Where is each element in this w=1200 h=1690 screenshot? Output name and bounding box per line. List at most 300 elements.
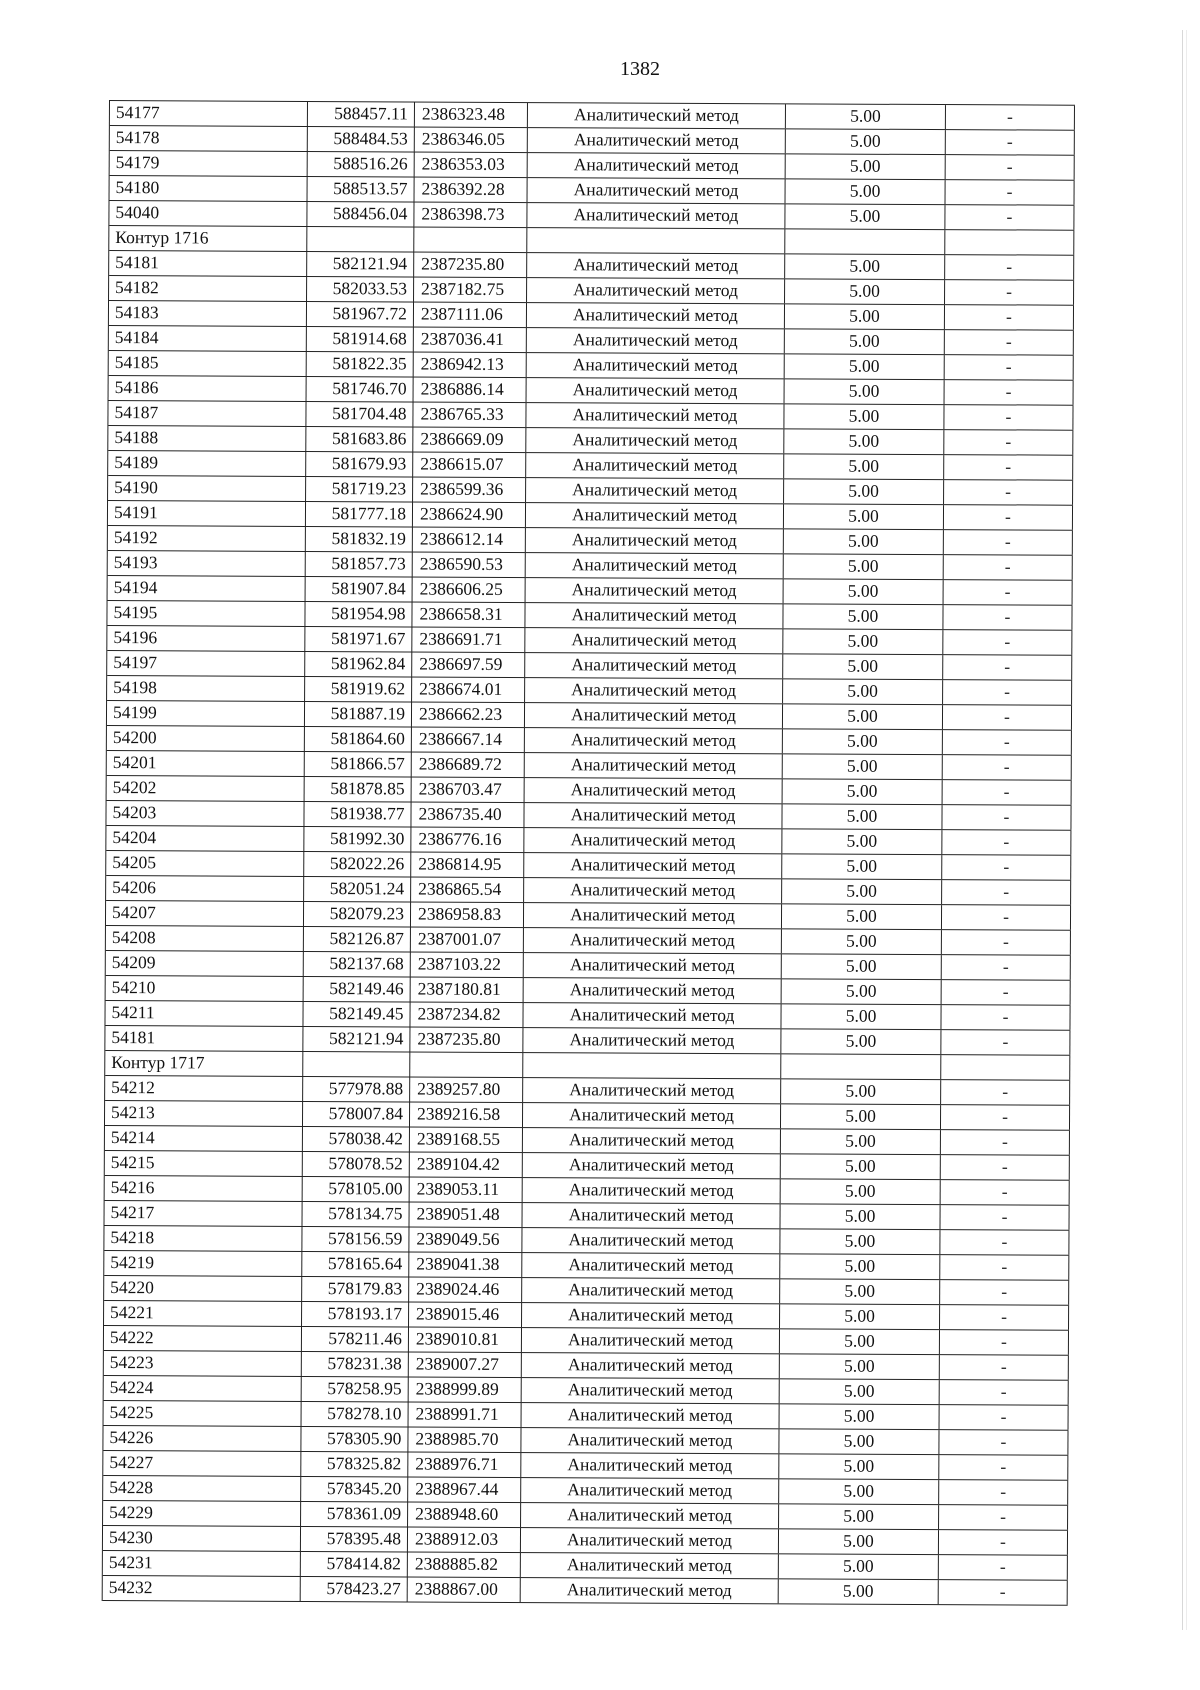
precision-cell: 5.00 <box>783 679 943 704</box>
point-id-cell: 54196 <box>107 626 305 651</box>
precision-cell: 5.00 <box>781 1029 941 1054</box>
note-cell: - <box>941 1180 1070 1205</box>
note-cell: - <box>942 980 1071 1005</box>
method-cell: Аналитический метод <box>528 103 786 128</box>
method-cell: Аналитический метод <box>526 403 784 428</box>
precision-cell: 5.00 <box>785 204 945 229</box>
y-coordinate-cell <box>410 1052 523 1077</box>
x-coordinate-cell: 581746.70 <box>307 377 414 402</box>
precision-cell: 5.00 <box>785 354 945 379</box>
point-id-cell: 54187 <box>108 401 306 426</box>
precision-cell: 5.00 <box>783 654 943 679</box>
method-cell: Аналитический метод <box>524 928 782 953</box>
point-id-cell: 54219 <box>104 1251 302 1276</box>
y-coordinate-cell: 2389041.38 <box>409 1252 522 1277</box>
method-cell: Аналитический метод <box>525 678 783 703</box>
x-coordinate-cell: 582121.94 <box>307 252 414 277</box>
x-coordinate-cell: 581777.18 <box>306 502 413 527</box>
precision-cell: 5.00 <box>782 829 942 854</box>
precision-cell: 5.00 <box>783 729 943 754</box>
y-coordinate-cell: 2389168.55 <box>410 1127 523 1152</box>
precision-cell: 5.00 <box>784 504 944 529</box>
point-id-cell: 54183 <box>109 301 307 326</box>
point-id-cell: Контур 1717 <box>105 1051 303 1076</box>
point-id-cell: 54215 <box>105 1151 303 1176</box>
y-coordinate-cell: 2386392.28 <box>415 177 528 202</box>
method-cell: Аналитический метод <box>521 1478 779 1503</box>
note-cell: - <box>940 1380 1069 1405</box>
point-id-cell: 54228 <box>103 1476 301 1501</box>
y-coordinate-cell: 2386697.59 <box>412 652 525 677</box>
point-id-cell: 54218 <box>104 1226 302 1251</box>
point-id-cell: 54214 <box>105 1126 303 1151</box>
method-cell: Аналитический метод <box>521 1528 779 1553</box>
method-cell: Аналитический метод <box>527 353 785 378</box>
precision-cell: 5.00 <box>782 904 942 929</box>
method-cell: Аналитический метод <box>525 728 783 753</box>
method-cell: Аналитический метод <box>526 553 784 578</box>
y-coordinate-cell: 2386735.40 <box>411 802 524 827</box>
note-cell: - <box>943 780 1072 805</box>
y-coordinate-cell: 2389216.58 <box>410 1102 523 1127</box>
x-coordinate-cell: 588484.53 <box>308 127 415 152</box>
y-coordinate-cell: 2389010.81 <box>409 1327 522 1352</box>
point-id-cell: 54227 <box>103 1451 301 1476</box>
precision-cell: 5.00 <box>784 529 944 554</box>
x-coordinate-cell: 578278.10 <box>302 1402 409 1427</box>
point-id-cell: 54185 <box>109 351 307 376</box>
x-coordinate-cell: 588516.26 <box>308 152 415 177</box>
y-coordinate-cell: 2387001.07 <box>411 927 524 952</box>
method-cell: Аналитический метод <box>526 453 784 478</box>
note-cell <box>941 1055 1070 1080</box>
precision-cell: 5.00 <box>781 1104 941 1129</box>
y-coordinate-cell: 2386346.05 <box>415 127 528 152</box>
precision-cell: 5.00 <box>783 629 943 654</box>
x-coordinate-cell: 578423.27 <box>301 1577 408 1602</box>
note-cell: - <box>941 1005 1070 1030</box>
note-cell: - <box>939 1430 1068 1455</box>
point-id-cell: 54188 <box>108 426 306 451</box>
y-coordinate-cell: 2389015.46 <box>409 1302 522 1327</box>
y-coordinate-cell: 2389007.27 <box>409 1352 522 1377</box>
note-cell: - <box>940 1205 1069 1230</box>
y-coordinate-cell: 2386886.14 <box>414 377 527 402</box>
x-coordinate-cell: 581919.62 <box>305 677 412 702</box>
precision-cell: 5.00 <box>784 454 944 479</box>
y-coordinate-cell: 2387182.75 <box>414 277 527 302</box>
precision-cell: 5.00 <box>780 1304 940 1329</box>
point-id-cell: 54195 <box>107 601 305 626</box>
x-coordinate-cell: 581954.98 <box>305 602 412 627</box>
point-id-cell: 54186 <box>109 376 307 401</box>
point-id-cell: 54040 <box>109 201 307 226</box>
precision-cell: 5.00 <box>779 1429 939 1454</box>
x-coordinate-cell: 578325.82 <box>301 1452 408 1477</box>
point-id-cell: 54220 <box>104 1276 302 1301</box>
note-cell: - <box>941 1130 1070 1155</box>
point-id-cell: 54190 <box>108 476 306 501</box>
method-cell: Аналитический метод <box>526 578 784 603</box>
method-cell: Аналитический метод <box>523 1178 781 1203</box>
note-cell: - <box>940 1280 1069 1305</box>
precision-cell: 5.00 <box>779 1529 939 1554</box>
precision-cell: 5.00 <box>782 929 942 954</box>
note-cell: - <box>945 355 1074 380</box>
y-coordinate-cell: 2388867.00 <box>408 1577 521 1602</box>
y-coordinate-cell: 2389257.80 <box>410 1077 523 1102</box>
note-cell: - <box>946 180 1075 205</box>
table-row <box>103 1576 1068 1606</box>
x-coordinate-cell: 578179.83 <box>302 1277 409 1302</box>
point-id-cell: 54199 <box>107 701 305 726</box>
scan-edge-line <box>1182 30 1183 1630</box>
y-coordinate-cell: 2388991.71 <box>409 1402 522 1427</box>
point-id-cell: 54192 <box>108 526 306 551</box>
x-coordinate-cell: 581866.57 <box>305 752 412 777</box>
y-coordinate-cell: 2387111.06 <box>414 302 527 327</box>
point-id-cell: 54201 <box>107 751 305 776</box>
note-cell: - <box>940 1405 1069 1430</box>
precision-cell: 5.00 <box>779 1504 939 1529</box>
point-id-cell: 54209 <box>106 951 304 976</box>
method-cell: Аналитический метод <box>522 1203 780 1228</box>
precision-cell: 5.00 <box>779 1479 939 1504</box>
precision-cell: 5.00 <box>784 404 944 429</box>
point-id-cell: 54191 <box>108 501 306 526</box>
precision-cell: 5.00 <box>780 1204 940 1229</box>
y-coordinate-cell: 2387235.80 <box>410 1027 523 1052</box>
x-coordinate-cell: 582126.87 <box>304 927 411 952</box>
y-coordinate-cell: 2386624.90 <box>413 502 526 527</box>
method-cell: Аналитический метод <box>521 1503 779 1528</box>
point-id-cell: 54223 <box>104 1351 302 1376</box>
y-coordinate-cell: 2386615.07 <box>413 452 526 477</box>
point-id-cell: 54179 <box>110 151 308 176</box>
note-cell: - <box>945 280 1074 305</box>
y-coordinate-cell: 2388885.82 <box>408 1552 521 1577</box>
precision-cell: 5.00 <box>779 1554 939 1579</box>
method-cell: Аналитический метод <box>525 753 783 778</box>
x-coordinate-cell: 578078.52 <box>303 1152 410 1177</box>
method-cell: Аналитический метод <box>525 653 783 678</box>
method-cell: Аналитический метод <box>527 253 785 278</box>
x-coordinate-cell: 582051.24 <box>304 877 411 902</box>
x-coordinate-cell: 578007.84 <box>303 1102 410 1127</box>
x-coordinate-cell: 588513.57 <box>308 177 415 202</box>
y-coordinate-cell: 2387235.80 <box>414 252 527 277</box>
y-coordinate-cell <box>414 227 527 252</box>
point-id-cell: 54205 <box>106 851 304 876</box>
precision-cell: 5.00 <box>783 604 943 629</box>
precision-cell: 5.00 <box>780 1404 940 1429</box>
y-coordinate-cell: 2389051.48 <box>409 1202 522 1227</box>
note-cell: - <box>941 1105 1070 1130</box>
method-cell: Аналитический метод <box>527 278 785 303</box>
precision-cell: 5.00 <box>785 254 945 279</box>
precision-cell <box>785 229 945 254</box>
x-coordinate-cell: 588457.11 <box>308 102 415 127</box>
precision-cell: 5.00 <box>785 304 945 329</box>
method-cell: Аналитический метод <box>527 378 785 403</box>
method-cell: Аналитический метод <box>526 503 784 528</box>
point-id-cell: 54206 <box>106 876 304 901</box>
y-coordinate-cell: 2386942.13 <box>414 352 527 377</box>
method-cell <box>527 228 785 253</box>
point-id-cell: 54184 <box>109 326 307 351</box>
note-cell: - <box>943 655 1072 680</box>
note-cell: - <box>940 1255 1069 1280</box>
method-cell: Аналитический метод <box>521 1553 779 1578</box>
y-coordinate-cell: 2388912.03 <box>408 1527 521 1552</box>
point-id-cell: 54198 <box>107 676 305 701</box>
precision-cell: 5.00 <box>781 1129 941 1154</box>
x-coordinate-cell: 577978.88 <box>303 1077 410 1102</box>
method-cell: Аналитический метод <box>526 528 784 553</box>
x-coordinate-cell: 581938.77 <box>304 802 411 827</box>
precision-cell: 5.00 <box>786 179 946 204</box>
x-coordinate-cell: 582137.68 <box>304 952 411 977</box>
precision-cell: 5.00 <box>786 129 946 154</box>
precision-cell: 5.00 <box>786 154 946 179</box>
precision-cell: 5.00 <box>783 779 943 804</box>
point-id-cell: 54221 <box>104 1301 302 1326</box>
method-cell: Аналитический метод <box>527 303 785 328</box>
y-coordinate-cell: 2386958.83 <box>411 902 524 927</box>
y-coordinate-cell: 2386599.36 <box>413 477 526 502</box>
point-id-cell: 54204 <box>106 826 304 851</box>
x-coordinate-cell: 581962.84 <box>305 652 412 677</box>
method-cell: Аналитический метод <box>527 328 785 353</box>
point-id-cell: 54210 <box>106 976 304 1001</box>
x-coordinate-cell: 582149.46 <box>304 977 411 1002</box>
note-cell: - <box>940 1330 1069 1355</box>
method-cell: Аналитический метод <box>524 978 782 1003</box>
point-id-cell: 54213 <box>105 1101 303 1126</box>
method-cell: Аналитический метод <box>522 1378 780 1403</box>
y-coordinate-cell: 2389024.46 <box>409 1277 522 1302</box>
x-coordinate-cell: 578414.82 <box>301 1552 408 1577</box>
precision-cell: 5.00 <box>782 979 942 1004</box>
y-coordinate-cell: 2387180.81 <box>411 977 524 1002</box>
method-cell: Аналитический метод <box>522 1303 780 1328</box>
y-coordinate-cell: 2386658.31 <box>412 602 525 627</box>
x-coordinate-cell: 578156.59 <box>302 1227 409 1252</box>
method-cell <box>523 1053 781 1078</box>
method-cell: Аналитический метод <box>524 853 782 878</box>
note-cell: - <box>945 305 1074 330</box>
page-number: 1382 <box>620 58 660 80</box>
note-cell: - <box>939 1505 1068 1530</box>
point-id-cell: 54181 <box>109 251 307 276</box>
x-coordinate-cell: 578193.17 <box>302 1302 409 1327</box>
precision-cell <box>781 1054 941 1079</box>
x-coordinate-cell: 578345.20 <box>301 1477 408 1502</box>
note-cell: - <box>940 1230 1069 1255</box>
y-coordinate-cell: 2386669.09 <box>413 427 526 452</box>
point-id-cell: 54224 <box>104 1376 302 1401</box>
x-coordinate-cell: 581719.23 <box>306 477 413 502</box>
note-cell: - <box>939 1555 1068 1580</box>
y-coordinate-cell: 2388976.71 <box>408 1452 521 1477</box>
point-id-cell: Контур 1716 <box>109 226 307 251</box>
x-coordinate-cell: 588456.04 <box>307 202 414 227</box>
coordinates-table <box>102 100 1075 1606</box>
x-coordinate-cell: 581864.60 <box>305 727 412 752</box>
note-cell: - <box>944 480 1073 505</box>
precision-cell: 5.00 <box>785 279 945 304</box>
y-coordinate-cell: 2386606.25 <box>413 577 526 602</box>
x-coordinate-cell: 578134.75 <box>302 1202 409 1227</box>
x-coordinate-cell: 578231.38 <box>302 1352 409 1377</box>
method-cell: Аналитический метод <box>521 1578 779 1603</box>
method-cell: Аналитический метод <box>523 1078 781 1103</box>
point-id-cell: 54232 <box>103 1576 301 1601</box>
y-coordinate-cell: 2386814.95 <box>411 852 524 877</box>
note-cell: - <box>939 1455 1068 1480</box>
method-cell: Аналитический метод <box>523 1028 781 1053</box>
y-coordinate-cell: 2387036.41 <box>414 327 527 352</box>
point-id-cell: 54207 <box>106 901 304 926</box>
precision-cell: 5.00 <box>785 329 945 354</box>
note-cell: - <box>939 1480 1068 1505</box>
point-id-cell: 54229 <box>103 1501 301 1526</box>
method-cell: Аналитический метод <box>525 628 783 653</box>
x-coordinate-cell: 578038.42 <box>303 1127 410 1152</box>
note-cell: - <box>939 1530 1068 1555</box>
note-cell: - <box>941 1030 1070 1055</box>
precision-cell: 5.00 <box>782 954 942 979</box>
precision-cell: 5.00 <box>782 854 942 879</box>
note-cell: - <box>942 855 1071 880</box>
note-cell: - <box>946 105 1075 130</box>
x-coordinate-cell <box>307 227 414 252</box>
x-coordinate-cell: 582121.94 <box>303 1027 410 1052</box>
point-id-cell: 54202 <box>107 776 305 801</box>
precision-cell: 5.00 <box>784 554 944 579</box>
method-cell: Аналитический метод <box>523 1003 781 1028</box>
x-coordinate-cell: 581967.72 <box>307 302 414 327</box>
method-cell: Аналитический метод <box>525 703 783 728</box>
note-cell: - <box>942 930 1071 955</box>
x-coordinate-cell: 578105.00 <box>303 1177 410 1202</box>
note-cell: - <box>943 705 1072 730</box>
y-coordinate-cell: 2388967.44 <box>408 1477 521 1502</box>
precision-cell: 5.00 <box>783 704 943 729</box>
method-cell: Аналитический метод <box>528 178 786 203</box>
x-coordinate-cell: 581832.19 <box>306 527 413 552</box>
point-id-cell: 54193 <box>108 551 306 576</box>
y-coordinate-cell: 2388999.89 <box>409 1377 522 1402</box>
x-coordinate-cell: 578211.46 <box>302 1327 409 1352</box>
note-cell: - <box>944 405 1073 430</box>
point-id-cell: 54177 <box>110 101 308 126</box>
method-cell: Аналитический метод <box>521 1453 779 1478</box>
y-coordinate-cell: 2386689.72 <box>412 752 525 777</box>
point-id-cell: 54180 <box>110 176 308 201</box>
note-cell: - <box>944 505 1073 530</box>
point-id-cell: 54231 <box>103 1551 301 1576</box>
y-coordinate-cell: 2387103.22 <box>411 952 524 977</box>
method-cell: Аналитический метод <box>523 1103 781 1128</box>
x-coordinate-cell: 578395.48 <box>301 1527 408 1552</box>
x-coordinate-cell: 581679.93 <box>306 452 413 477</box>
method-cell: Аналитический метод <box>526 478 784 503</box>
point-id-cell: 54226 <box>103 1426 301 1451</box>
x-coordinate-cell <box>303 1052 410 1077</box>
x-coordinate-cell: 578361.09 <box>301 1502 408 1527</box>
y-coordinate-cell: 2386612.14 <box>413 527 526 552</box>
x-coordinate-cell: 578305.90 <box>301 1427 408 1452</box>
method-cell: Аналитический метод <box>522 1403 780 1428</box>
y-coordinate-cell: 2389049.56 <box>409 1227 522 1252</box>
x-coordinate-cell: 581878.85 <box>305 777 412 802</box>
note-cell: - <box>944 530 1073 555</box>
y-coordinate-cell: 2386398.73 <box>414 202 527 227</box>
y-coordinate-cell: 2386323.48 <box>415 102 528 127</box>
method-cell: Аналитический метод <box>523 1128 781 1153</box>
point-id-cell: 54197 <box>107 651 305 676</box>
precision-cell: 5.00 <box>783 754 943 779</box>
point-id-cell: 54212 <box>105 1076 303 1101</box>
note-cell <box>945 230 1074 255</box>
note-cell: - <box>943 730 1072 755</box>
method-cell: Аналитический метод <box>522 1228 780 1253</box>
note-cell: - <box>944 555 1073 580</box>
note-cell: - <box>946 130 1075 155</box>
point-id-cell: 54182 <box>109 276 307 301</box>
y-coordinate-cell: 2386703.47 <box>412 777 525 802</box>
method-cell: Аналитический метод <box>522 1253 780 1278</box>
x-coordinate-cell: 581907.84 <box>306 577 413 602</box>
x-coordinate-cell: 581971.67 <box>305 627 412 652</box>
point-id-cell: 54225 <box>104 1401 302 1426</box>
precision-cell: 5.00 <box>785 379 945 404</box>
precision-cell: 5.00 <box>780 1229 940 1254</box>
note-cell: - <box>946 155 1075 180</box>
precision-cell: 5.00 <box>781 1154 941 1179</box>
point-id-cell: 54222 <box>104 1326 302 1351</box>
note-cell: - <box>943 630 1072 655</box>
method-cell: Аналитический метод <box>524 953 782 978</box>
x-coordinate-cell: 578258.95 <box>302 1377 409 1402</box>
precision-cell: 5.00 <box>784 479 944 504</box>
note-cell: - <box>939 1580 1068 1605</box>
y-coordinate-cell: 2388948.60 <box>408 1502 521 1527</box>
x-coordinate-cell: 581683.86 <box>306 427 413 452</box>
x-coordinate-cell: 581857.73 <box>306 552 413 577</box>
precision-cell: 5.00 <box>784 579 944 604</box>
point-id-cell: 54203 <box>106 801 304 826</box>
point-id-cell: 54189 <box>108 451 306 476</box>
y-coordinate-cell: 2387234.82 <box>410 1002 523 1027</box>
precision-cell: 5.00 <box>780 1329 940 1354</box>
y-coordinate-cell: 2386662.23 <box>412 702 525 727</box>
note-cell: - <box>940 1305 1069 1330</box>
precision-cell: 5.00 <box>779 1579 939 1604</box>
method-cell: Аналитический метод <box>524 803 782 828</box>
point-id-cell: 54194 <box>108 576 306 601</box>
note-cell: - <box>942 955 1071 980</box>
y-coordinate-cell: 2386776.16 <box>411 827 524 852</box>
method-cell: Аналитический метод <box>522 1278 780 1303</box>
point-id-cell: 54230 <box>103 1526 301 1551</box>
note-cell: - <box>943 755 1072 780</box>
x-coordinate-cell: 582079.23 <box>304 902 411 927</box>
point-id-cell: 54181 <box>105 1026 303 1051</box>
point-id-cell: 54200 <box>107 726 305 751</box>
x-coordinate-cell: 581992.30 <box>304 827 411 852</box>
